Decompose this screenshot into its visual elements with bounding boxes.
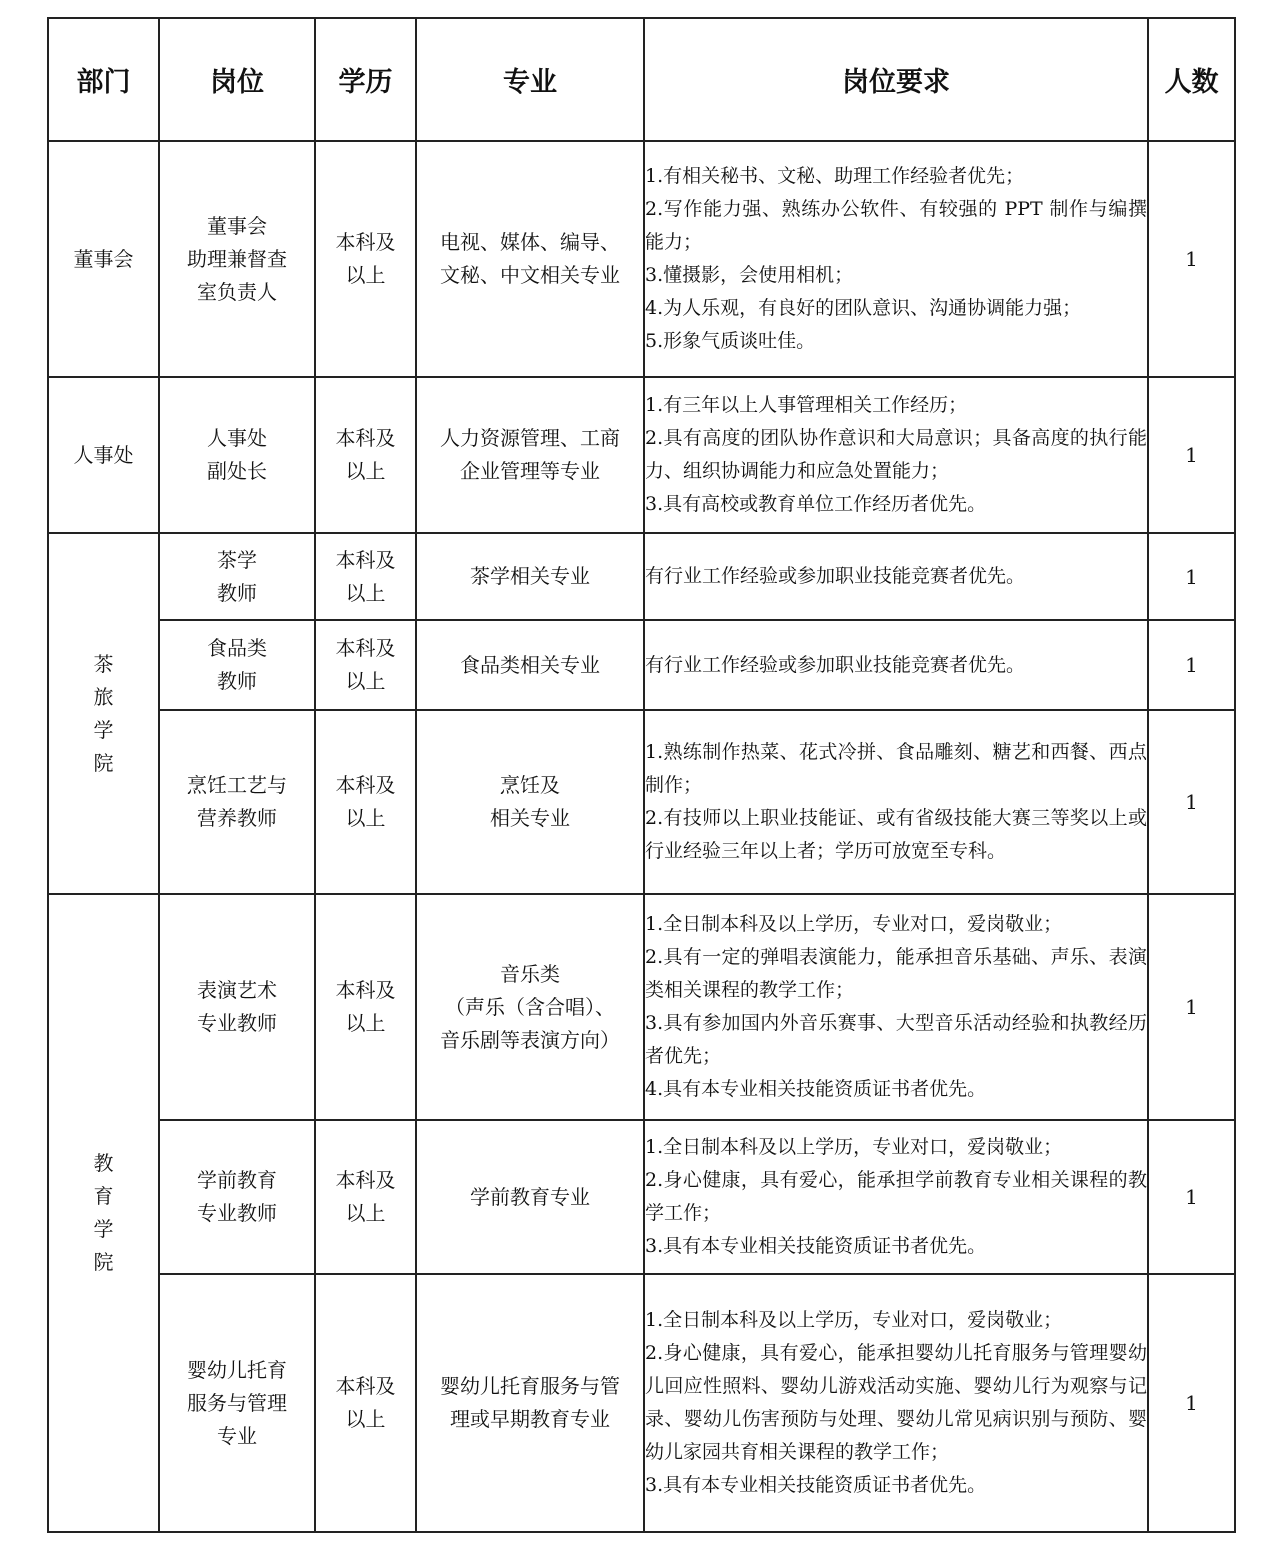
dept-cell [48, 533, 159, 894]
dept-cell: 董事会 [48, 141, 159, 377]
count-cell: 1 [1148, 894, 1235, 1120]
requirement-item: 5.形象气质谈吐佳。 [645, 330, 816, 352]
education-line: 以上 [345, 459, 386, 483]
position-cell [159, 533, 315, 620]
requirement-item: 3.具有本专业相关技能资质证书者优先。 [645, 1235, 987, 1257]
education-line: 本科及 [335, 1374, 396, 1398]
requirement-item: 3.懂摄影，会使用相机； [645, 264, 854, 286]
position-cell [159, 620, 315, 710]
header-requirements: 岗位要求 [644, 18, 1148, 141]
major-cell [416, 894, 644, 1120]
education-line: 以上 [345, 1407, 386, 1431]
dept-char: 院 [93, 1250, 114, 1274]
header-dept: 部门 [48, 18, 159, 141]
education-line: 本科及 [335, 773, 396, 797]
requirements-cell [644, 1274, 1148, 1532]
requirements-cell [644, 620, 1148, 710]
position-line: 专业 [217, 1423, 257, 1448]
dept-char: 育 [93, 1184, 114, 1208]
count-cell: 1 [1148, 620, 1235, 710]
count-cell: 1 [1148, 377, 1235, 533]
requirement-item: 2.有技师以上职业技能证、或有省级技能大赛三等奖以上或行业经验三年以上者；学历可放宽至专科。 [645, 807, 1147, 862]
education-cell [315, 1274, 416, 1532]
position-line: 学前教育 [197, 1168, 277, 1192]
education-line: 以上 [345, 263, 386, 287]
requirement-item: 3.具有高校或教育单位工作经历者优先。 [645, 493, 987, 515]
header-row [48, 18, 1235, 141]
requirements-cell [644, 141, 1148, 377]
table-row [48, 533, 1235, 620]
education-line: 以上 [345, 580, 386, 605]
major-cell [416, 710, 644, 894]
position-line: 教师 [217, 669, 257, 693]
education-line: 以上 [345, 806, 386, 830]
count-cell: 1 [1148, 141, 1235, 377]
dept-char: 院 [93, 750, 114, 775]
position-line: 人事处 [207, 426, 267, 450]
dept-cell [48, 894, 159, 1532]
education-line: 本科及 [335, 230, 396, 254]
position-cell [159, 377, 315, 533]
education-line: 本科及 [335, 636, 396, 660]
education-cell [315, 377, 416, 533]
major-line: 食品类相关专业 [460, 652, 600, 677]
requirement-item: 2.具有一定的弹唱表演能力，能承担音乐基础、声乐、表演类相关课程的教学工作； [645, 946, 1147, 1001]
major-cell [416, 1274, 644, 1532]
education-cell [315, 710, 416, 894]
requirement-item: 1.全日制本科及以上学历，专业对口，爱岗敬业； [645, 1309, 1063, 1331]
position-line: 董事会 [207, 213, 267, 238]
requirement-item: 3.具有本专业相关技能资质证书者优先。 [645, 1474, 987, 1496]
major-cell [416, 620, 644, 710]
education-cell [315, 1120, 416, 1274]
requirement-item: 有行业工作经验或参加职业技能竞赛者优先。 [645, 565, 1026, 587]
requirement-item: 1.有相关秘书、文秘、助理工作经验者优先； [645, 165, 1025, 187]
education-line: 以上 [345, 1011, 386, 1035]
table-row [48, 620, 1235, 710]
requirement-item: 1.有三年以上人事管理相关工作经历； [645, 394, 968, 416]
requirement-item: 2.具有高度的团队协作意识和大局意识；具备高度的执行能力、组织协调能力和应急处置能力； [645, 427, 1147, 482]
dept-char: 学 [93, 717, 114, 742]
requirements-cell [644, 1120, 1148, 1274]
requirements-cell [644, 710, 1148, 894]
education-cell [315, 620, 416, 710]
education-line: 本科及 [335, 978, 396, 1002]
major-cell [416, 533, 644, 620]
major-line: （声乐（含合唱）、 [445, 994, 615, 1019]
major-line: 烹饪及 [500, 773, 560, 797]
major-cell [416, 1120, 644, 1274]
position-line: 茶学 [217, 547, 257, 572]
position-line: 副处长 [207, 459, 267, 483]
header-education: 学历 [315, 18, 416, 141]
position-line: 教师 [217, 580, 257, 605]
header-position: 岗位 [159, 18, 315, 141]
table-row [48, 1274, 1235, 1532]
table-row [48, 141, 1235, 377]
major-line: 理或早期教育专业 [450, 1407, 610, 1431]
position-cell [159, 1120, 315, 1274]
requirement-item: 1.熟练制作热菜、花式冷拼、食品雕刻、糖艺和西餐、西点制作； [645, 741, 1147, 796]
table-row [48, 710, 1235, 894]
requirements-cell [644, 533, 1148, 620]
position-cell [159, 141, 315, 377]
major-line: 人力资源管理、工商 [440, 426, 620, 450]
major-line: 音乐剧等表演方向） [440, 1027, 620, 1052]
header-count: 人数 [1148, 18, 1235, 141]
major-line: 文秘、中文相关专业 [440, 263, 620, 287]
education-cell [315, 533, 416, 620]
major-line: 企业管理等专业 [460, 459, 600, 483]
major-cell [416, 141, 644, 377]
position-line: 室负责人 [197, 279, 277, 304]
table-row [48, 377, 1235, 533]
major-cell [416, 377, 644, 533]
dept-cell: 人事处 [48, 377, 159, 533]
education-line: 以上 [345, 1201, 386, 1225]
requirement-item: 2.写作能力强、熟练办公软件、有较强的 PPT 制作与编撰能力； [645, 198, 1147, 253]
requirement-item: 3.具有参加国内外音乐赛事、大型音乐活动经验和执教经历者优先； [645, 1012, 1147, 1067]
position-line: 营养教师 [197, 806, 277, 830]
count-cell: 1 [1148, 533, 1235, 620]
requirements-cell [644, 377, 1148, 533]
position-line: 烹饪工艺与 [187, 773, 287, 797]
recruitment-table [47, 17, 1236, 1533]
dept-char: 学 [93, 1217, 114, 1241]
position-line: 助理兼督查 [187, 246, 287, 271]
requirement-item: 1.全日制本科及以上学历，专业对口，爱岗敬业； [645, 913, 1063, 935]
position-line: 专业教师 [197, 1201, 277, 1225]
table-row [48, 894, 1235, 1120]
position-line: 食品类 [207, 636, 267, 660]
education-line: 本科及 [335, 426, 396, 450]
position-line: 服务与管理 [187, 1390, 287, 1415]
position-cell [159, 894, 315, 1120]
requirement-item: 2.身心健康，具有爱心，能承担学前教育专业相关课程的教学工作； [645, 1169, 1147, 1224]
position-line: 婴幼儿托育 [187, 1357, 287, 1382]
education-line: 本科及 [335, 1168, 396, 1192]
dept-char: 教 [93, 1151, 114, 1175]
dept-char: 旅 [93, 684, 114, 709]
requirement-item: 4.为人乐观，有良好的团队意识、沟通协调能力强； [645, 297, 1082, 319]
requirement-item: 1.全日制本科及以上学历，专业对口，爱岗敬业； [645, 1136, 1063, 1158]
table-row [48, 1120, 1235, 1274]
major-line: 学前教育专业 [470, 1184, 590, 1209]
education-cell [315, 894, 416, 1120]
count-cell: 1 [1148, 1274, 1235, 1532]
major-line: 相关专业 [490, 806, 570, 830]
major-line: 音乐类 [500, 961, 560, 986]
count-cell: 1 [1148, 1120, 1235, 1274]
position-line: 专业教师 [197, 1011, 277, 1035]
major-line: 婴幼儿托育服务与管 [440, 1374, 620, 1398]
major-line: 茶学相关专业 [470, 564, 590, 588]
education-line: 以上 [345, 669, 386, 693]
position-cell [159, 1274, 315, 1532]
education-cell [315, 141, 416, 377]
requirements-cell [644, 894, 1148, 1120]
education-line: 本科及 [335, 547, 396, 572]
requirement-item: 有行业工作经验或参加职业技能竞赛者优先。 [645, 653, 1026, 676]
header-major: 专业 [416, 18, 644, 141]
position-line: 表演艺术 [197, 978, 277, 1002]
count-cell: 1 [1148, 710, 1235, 894]
requirement-item: 2.身心健康，具有爱心，能承担婴幼儿托育服务与管理婴幼儿回应性照料、婴幼儿游戏活动实施、婴幼儿行为观察与记录、婴幼儿伤害预防与处理、婴幼儿常见病识别与预防、婴幼儿家园共育相关课程的教学工作； [645, 1342, 1147, 1463]
dept-char: 茶 [93, 651, 114, 676]
requirement-item: 4.具有本专业相关技能资质证书者优先。 [645, 1078, 987, 1100]
major-line: 电视、媒体、编导、 [440, 230, 620, 254]
position-cell [159, 710, 315, 894]
